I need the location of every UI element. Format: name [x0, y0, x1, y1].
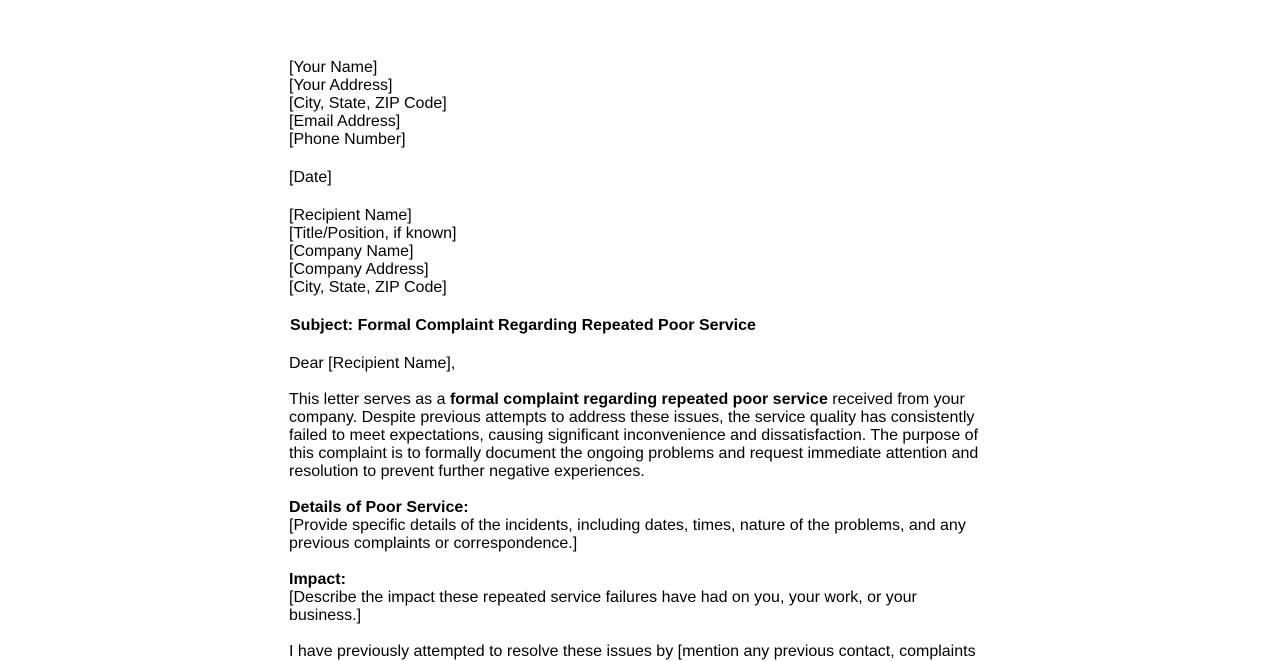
impact-heading: Impact:	[289, 571, 346, 588]
letter-date: [Date]	[289, 169, 332, 186]
subject-block	[289, 317, 989, 335]
recipient-block	[289, 207, 989, 297]
subject-line: Subject: Formal Complaint Regarding Repeated Poor Service	[290, 317, 756, 334]
recipient-company: [Company Name]	[289, 243, 414, 260]
previous-attempts-paragraph	[289, 643, 989, 661]
recipient-title: [Title/Position, if known]	[289, 225, 457, 242]
intro-text-start: This letter serves as a	[289, 391, 450, 408]
intro-text-end: received from your company. Despite previous attempts to address these issues, the service quality has consistently failed to meet expectations, causing significant inconvenience and dissatisfaction. The purpose of this complaint is to formally document the ongoing problems and request immediate attention and resolution to prevent further negative experiences.	[289, 391, 979, 480]
sender-phone: [Phone Number]	[289, 131, 406, 148]
sender-email: [Email Address]	[289, 113, 401, 130]
intro-bold-phrase: formal complaint regarding repeated poor service	[449, 391, 828, 408]
letter-document	[289, 59, 989, 661]
recipient-city-state-zip: [City, State, ZIP Code]	[289, 279, 447, 296]
sender-block	[289, 59, 989, 149]
impact-text: [Describe the impact these repeated service failures have had on you, your work, or your business.]	[289, 589, 917, 624]
intro-paragraph	[289, 391, 989, 481]
date-block	[289, 169, 989, 187]
recipient-company-address: [Company Address]	[289, 261, 429, 278]
sender-name: [Your Name]	[289, 59, 378, 76]
salutation: Dear [Recipient Name],	[289, 355, 456, 372]
details-text: [Provide specific details of the incidents, including dates, times, nature of the problems, and any previous complaints or correspondence.]	[289, 517, 966, 552]
recipient-name: [Recipient Name]	[289, 207, 412, 224]
sender-city-state-zip: [City, State, ZIP Code]	[289, 95, 447, 112]
salutation-block	[289, 355, 989, 373]
details-heading: Details of Poor Service:	[289, 499, 469, 516]
previous-attempts-text: I have previously attempted to resolve these issues by [mention any previous contact, complaints	[289, 643, 976, 660]
impact-section	[289, 571, 989, 625]
sender-address: [Your Address]	[289, 77, 393, 94]
details-section	[289, 499, 989, 553]
